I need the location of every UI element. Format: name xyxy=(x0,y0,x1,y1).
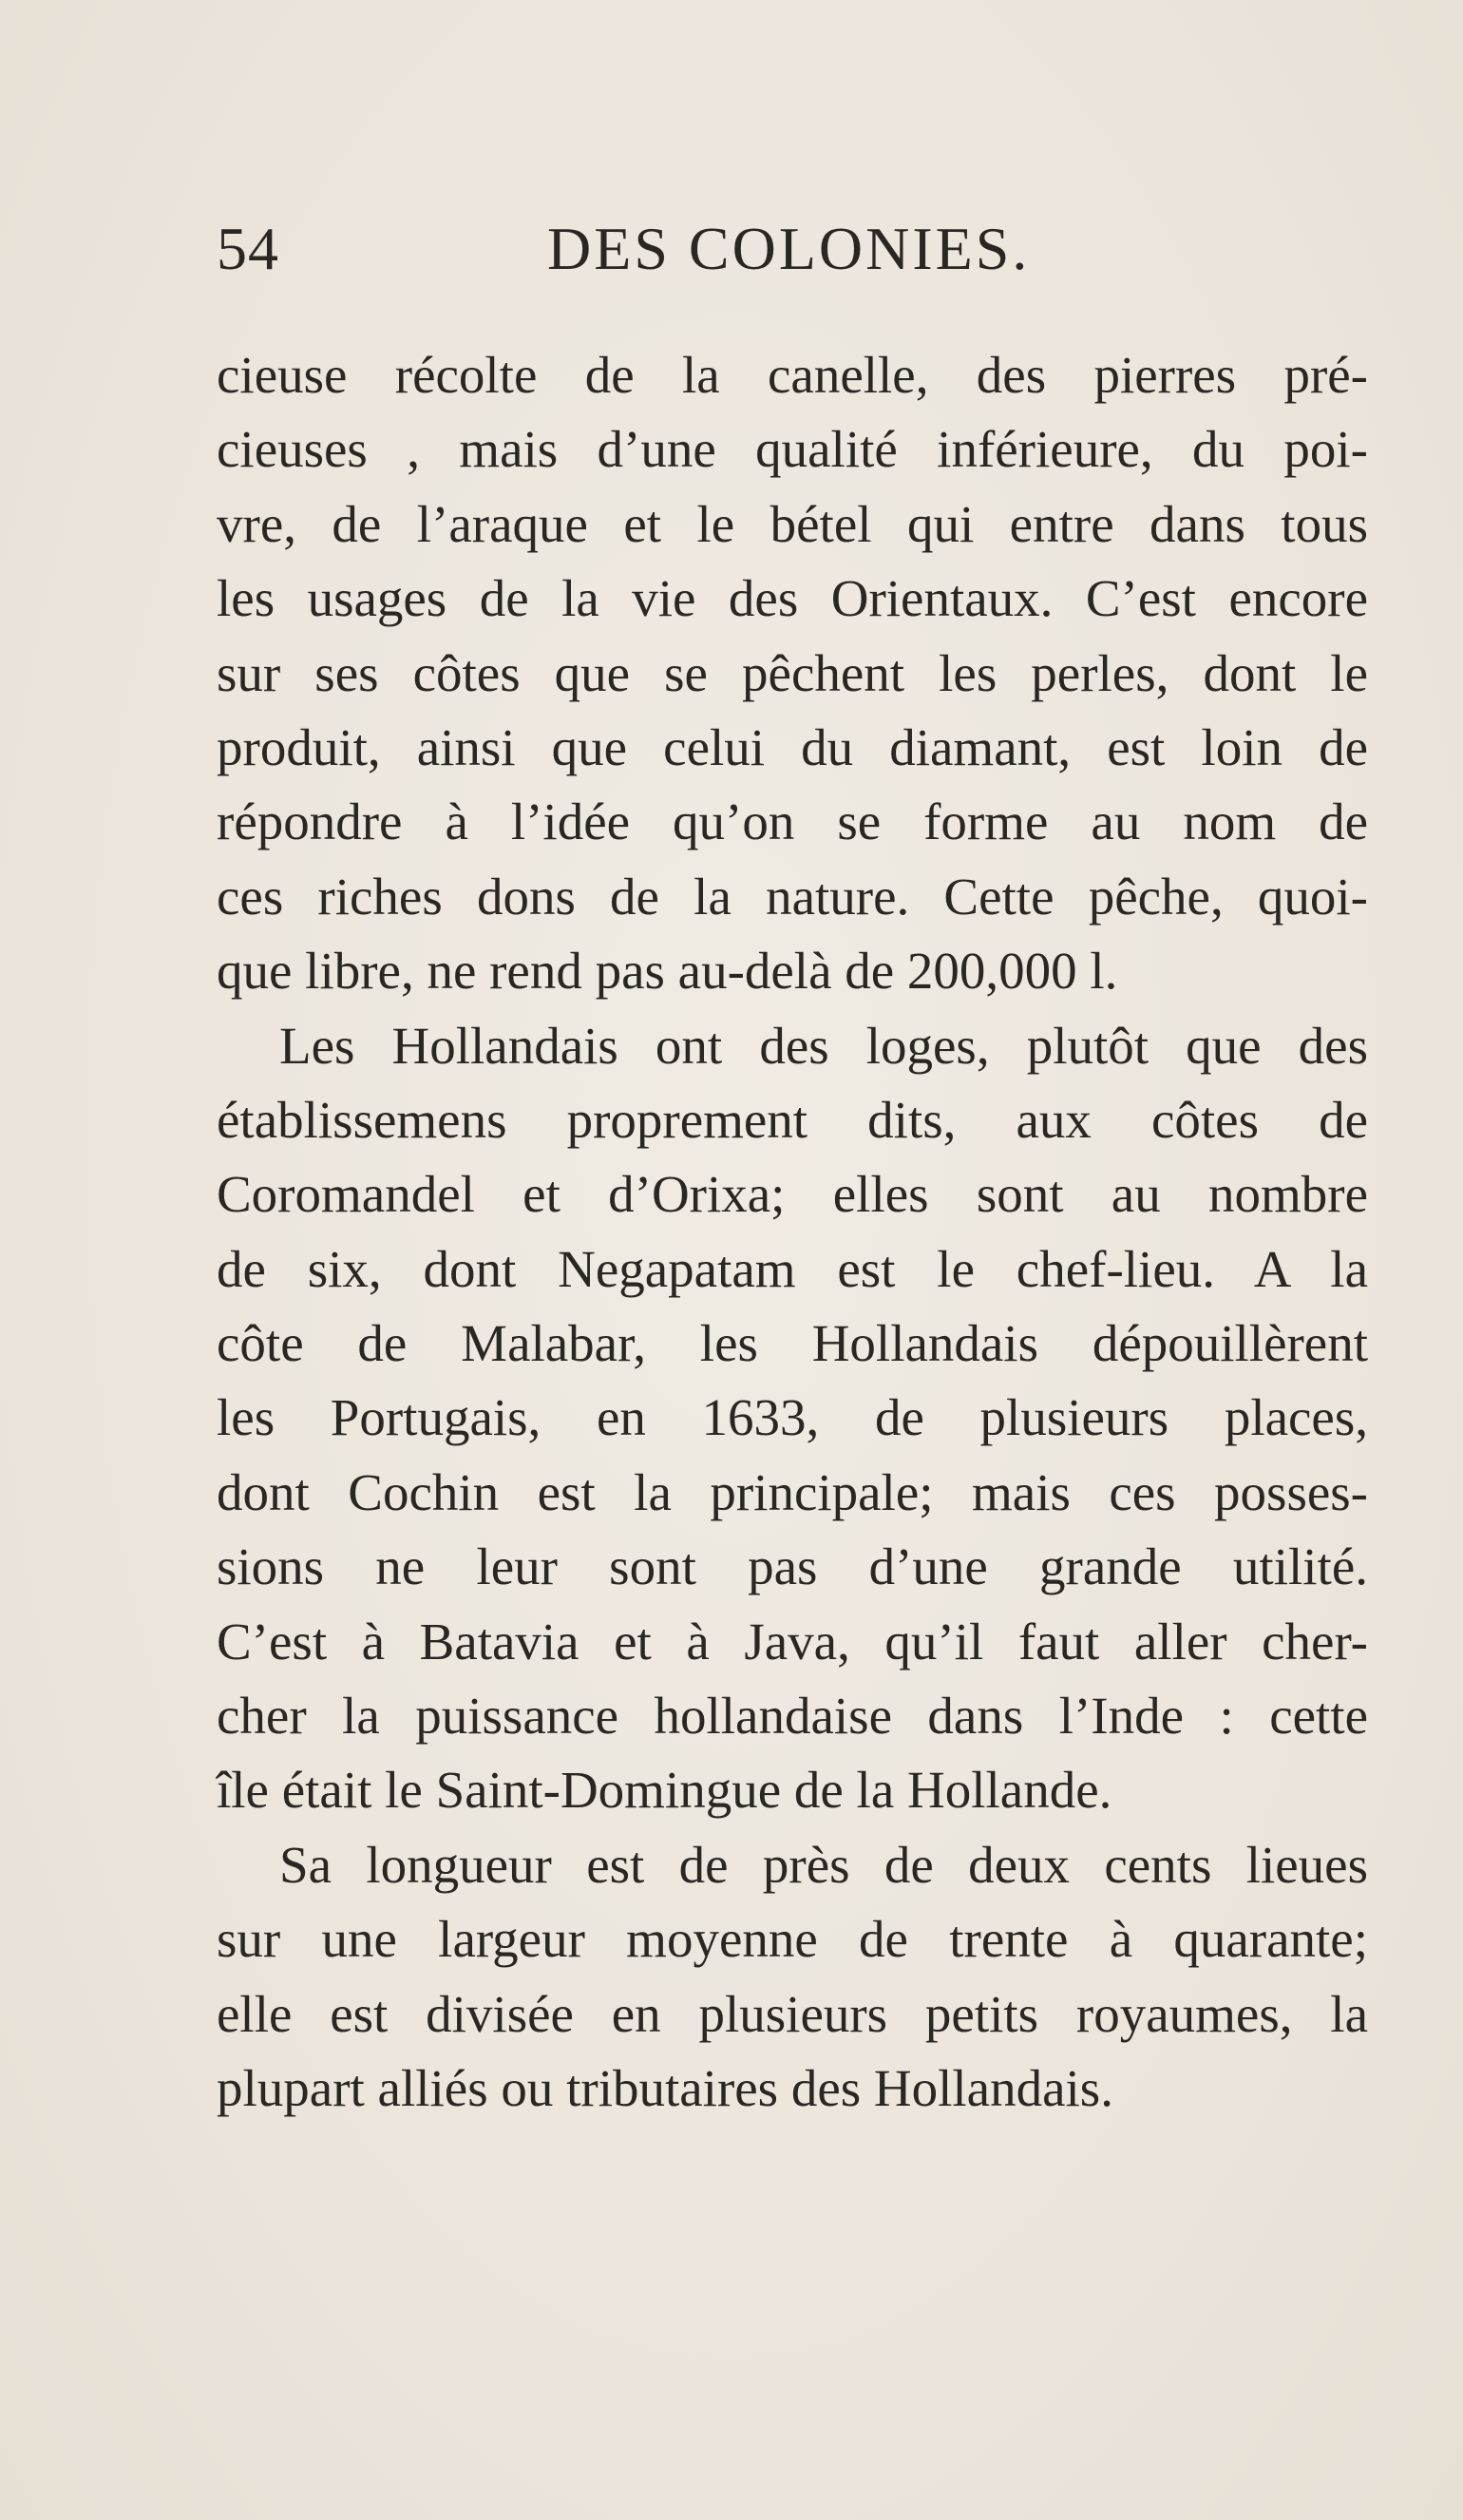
text-line: sions ne leur sont pas d’une grande utilité. xyxy=(217,1537,1368,1596)
text-line: répondre à l’idée qu’on se forme au nom de xyxy=(217,792,1368,851)
text-line: cher la puissance hollandaise dans l’Inde : cette xyxy=(217,1687,1368,1746)
text-line: vre, de l’araque et le bétel qui entre dans tous xyxy=(217,494,1368,553)
text-line: dont Cochin est la principale; mais ces posses- xyxy=(217,1462,1368,1521)
page-header xyxy=(217,211,1300,287)
text-line: elle est divisée en plusieurs petits royaumes, la xyxy=(217,1984,1368,2043)
text-line: cieuses , mais d’une qualité inférieure, du poi- xyxy=(217,420,1368,479)
running-title: DES COLONIES. xyxy=(547,215,1031,282)
text-line: plupart alliés ou tributaires des Hollandais. xyxy=(217,2058,1113,2117)
text-line: île était le Saint-Domingue de la Hollande. xyxy=(217,1761,1112,1820)
text-line: Les Hollandais ont des loges, plutôt que des xyxy=(279,1016,1368,1075)
text-line: sur une largeur moyenne de trente à quarante; xyxy=(217,1910,1368,1969)
text-line: ces riches dons de la nature. Cette pêche, quoi- xyxy=(217,867,1368,926)
text-line: que libre, ne rend pas au-delà de 200,000 l. xyxy=(217,942,1118,1001)
text-line: de six, dont Negapatam est le chef-lieu. A la xyxy=(217,1239,1368,1298)
body-text xyxy=(217,338,1368,2126)
text-line: sur ses côtes que se pêchent les perles, dont le xyxy=(217,643,1368,702)
text-line: produit, ainsi que celui du diamant, est loin de xyxy=(217,717,1368,776)
text-line: les usages de la vie des Orientaux. C’est encore xyxy=(217,569,1368,628)
text-line: C’est à Batavia et à Java, qu’il faut aller cher- xyxy=(217,1612,1368,1670)
text-line: établissemens proprement dits, aux côtes de xyxy=(217,1090,1368,1149)
text-line: Coromandel et d’Orixa; elles sont au nombre xyxy=(217,1165,1368,1224)
text-line: Sa longueur est de près de deux cents lieues xyxy=(279,1835,1368,1894)
text-line: les Portugais, en 1633, de plusieurs places, xyxy=(217,1388,1368,1447)
page-number: 54 xyxy=(217,215,279,282)
text-line: cieuse récolte de la canelle, des pierres pré- xyxy=(217,346,1368,404)
text-line: côte de Malabar, les Hollandais dépouillèrent xyxy=(217,1314,1368,1373)
